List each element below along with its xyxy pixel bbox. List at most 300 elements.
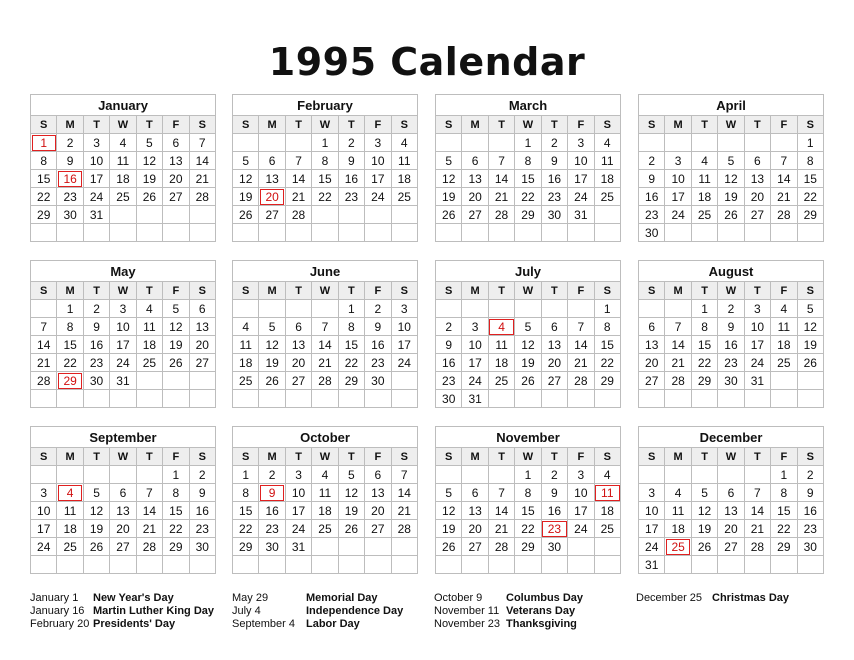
day-cell: 3 xyxy=(391,300,417,318)
day-cell: 17 xyxy=(83,170,109,188)
empty-day-cell xyxy=(744,224,770,242)
weekday-header: M xyxy=(259,282,285,300)
day-cell: 16 xyxy=(338,170,364,188)
holiday-date: January 1 xyxy=(30,592,79,604)
day-cell: 22 xyxy=(233,520,259,538)
day-cell: 24 xyxy=(83,188,109,206)
day-cell: 18 xyxy=(691,188,717,206)
day-cell: 24 xyxy=(110,354,136,372)
weekday-header: T xyxy=(488,116,514,134)
day-cell: 30 xyxy=(259,538,285,556)
day-cell: 19 xyxy=(797,336,823,354)
month-september xyxy=(30,426,216,574)
empty-day-cell xyxy=(718,390,744,408)
holiday-date: February 20 xyxy=(30,618,90,630)
day-cell: 16 xyxy=(639,188,665,206)
day-cell: 26 xyxy=(259,372,285,390)
empty-day-cell xyxy=(312,390,338,408)
day-cell: 2 xyxy=(365,300,391,318)
week-row xyxy=(233,152,418,170)
empty-day-cell xyxy=(462,300,488,318)
day-cell: 7 xyxy=(391,466,417,484)
empty-day-cell xyxy=(136,224,162,242)
holiday-name: Labor Day xyxy=(306,618,360,630)
day-cell: 3 xyxy=(110,300,136,318)
holiday-entry xyxy=(434,605,576,618)
weekday-header: T xyxy=(83,116,109,134)
weekday-header: T xyxy=(488,448,514,466)
day-cell: 19 xyxy=(136,170,162,188)
week-row xyxy=(233,170,418,188)
day-cell: 6 xyxy=(285,318,311,336)
day-cell: 15 xyxy=(163,502,189,520)
day-cell: 15 xyxy=(515,170,541,188)
day-cell: 31 xyxy=(462,390,488,408)
weekday-header: M xyxy=(259,448,285,466)
empty-day-cell xyxy=(57,390,83,408)
empty-day-cell xyxy=(594,538,620,556)
day-cell: 6 xyxy=(462,152,488,170)
day-cell: 28 xyxy=(744,538,770,556)
day-cell: 20 xyxy=(189,336,215,354)
weekday-header: S xyxy=(391,282,417,300)
month-october xyxy=(232,426,418,574)
empty-day-cell xyxy=(488,556,514,574)
empty-day-cell xyxy=(312,556,338,574)
weekday-header: S xyxy=(639,448,665,466)
month-day-grid xyxy=(232,115,418,242)
empty-day-cell xyxy=(338,556,364,574)
month-july xyxy=(435,260,621,408)
day-cell: 21 xyxy=(744,520,770,538)
holiday-day-cell: 25 xyxy=(665,538,691,556)
empty-day-cell xyxy=(515,300,541,318)
day-cell: 28 xyxy=(665,372,691,390)
empty-day-cell xyxy=(391,224,417,242)
day-cell: 29 xyxy=(515,206,541,224)
day-cell: 30 xyxy=(541,538,567,556)
day-cell: 3 xyxy=(31,484,57,502)
empty-day-cell xyxy=(541,556,567,574)
day-cell: 29 xyxy=(771,538,797,556)
empty-day-cell xyxy=(312,300,338,318)
day-cell: 12 xyxy=(691,502,717,520)
empty-day-cell xyxy=(83,390,109,408)
holiday-name: Memorial Day xyxy=(306,592,378,604)
weekday-header: F xyxy=(365,448,391,466)
empty-day-cell xyxy=(83,224,109,242)
weekday-header: F xyxy=(568,116,594,134)
day-cell: 27 xyxy=(718,538,744,556)
day-cell: 21 xyxy=(136,520,162,538)
day-cell: 10 xyxy=(31,502,57,520)
week-row xyxy=(639,520,824,538)
empty-day-cell xyxy=(665,390,691,408)
day-cell: 10 xyxy=(665,170,691,188)
week-row xyxy=(436,390,621,408)
empty-day-cell xyxy=(515,224,541,242)
day-cell: 16 xyxy=(259,502,285,520)
weekday-header: T xyxy=(338,282,364,300)
day-cell: 13 xyxy=(462,502,488,520)
month-name: June xyxy=(232,260,418,281)
day-cell: 2 xyxy=(259,466,285,484)
holiday-name: Veterans Day xyxy=(506,605,576,617)
day-cell: 6 xyxy=(110,484,136,502)
day-cell: 29 xyxy=(797,206,823,224)
weekday-header: M xyxy=(462,116,488,134)
weekday-header: T xyxy=(744,116,770,134)
week-row xyxy=(233,372,418,390)
day-cell: 11 xyxy=(771,318,797,336)
day-cell: 7 xyxy=(568,318,594,336)
month-day-grid xyxy=(232,281,418,408)
day-cell: 11 xyxy=(488,336,514,354)
day-cell: 1 xyxy=(515,466,541,484)
empty-day-cell xyxy=(665,466,691,484)
day-cell: 11 xyxy=(665,502,691,520)
day-cell: 17 xyxy=(568,502,594,520)
week-row xyxy=(31,300,216,318)
day-cell: 5 xyxy=(797,300,823,318)
empty-day-cell xyxy=(391,556,417,574)
day-cell: 19 xyxy=(83,520,109,538)
weekday-header: T xyxy=(136,448,162,466)
day-cell: 25 xyxy=(391,188,417,206)
day-cell: 17 xyxy=(462,354,488,372)
day-cell: 26 xyxy=(718,206,744,224)
weekday-header: S xyxy=(639,116,665,134)
day-cell: 4 xyxy=(594,134,620,152)
week-row xyxy=(436,354,621,372)
weekday-header: T xyxy=(488,282,514,300)
empty-day-cell xyxy=(189,556,215,574)
day-cell: 14 xyxy=(285,170,311,188)
day-cell: 17 xyxy=(285,502,311,520)
weekday-header: W xyxy=(312,116,338,134)
day-cell: 1 xyxy=(57,300,83,318)
empty-day-cell xyxy=(541,300,567,318)
day-cell: 27 xyxy=(744,206,770,224)
empty-day-cell xyxy=(744,390,770,408)
day-cell: 3 xyxy=(665,152,691,170)
weekday-header: W xyxy=(312,448,338,466)
week-row xyxy=(639,538,824,556)
empty-day-cell xyxy=(594,390,620,408)
empty-day-cell xyxy=(31,300,57,318)
day-cell: 10 xyxy=(365,152,391,170)
day-cell: 14 xyxy=(771,170,797,188)
empty-day-cell xyxy=(338,206,364,224)
day-cell: 16 xyxy=(189,502,215,520)
day-cell: 28 xyxy=(568,372,594,390)
weekday-header: T xyxy=(691,282,717,300)
day-cell: 26 xyxy=(436,538,462,556)
weekday-header: T xyxy=(136,282,162,300)
month-november xyxy=(435,426,621,574)
day-cell: 6 xyxy=(365,466,391,484)
day-cell: 27 xyxy=(541,372,567,390)
day-cell: 9 xyxy=(57,152,83,170)
day-cell: 22 xyxy=(515,520,541,538)
day-cell: 5 xyxy=(436,152,462,170)
holiday-name: Presidents' Day xyxy=(93,618,176,630)
day-cell: 21 xyxy=(285,188,311,206)
day-cell: 22 xyxy=(163,520,189,538)
empty-day-cell xyxy=(436,134,462,152)
day-cell: 1 xyxy=(233,466,259,484)
empty-day-cell xyxy=(515,390,541,408)
week-row xyxy=(233,484,418,502)
day-cell: 14 xyxy=(488,502,514,520)
page-title: 1995 Calendar xyxy=(268,40,586,84)
day-cell: 29 xyxy=(163,538,189,556)
day-cell: 27 xyxy=(462,206,488,224)
day-cell: 4 xyxy=(233,318,259,336)
day-cell: 14 xyxy=(31,336,57,354)
month-april xyxy=(638,94,824,242)
weekday-header: T xyxy=(285,282,311,300)
day-cell: 16 xyxy=(436,354,462,372)
day-cell: 7 xyxy=(285,152,311,170)
empty-day-cell xyxy=(665,134,691,152)
day-cell: 14 xyxy=(665,336,691,354)
weekday-header: W xyxy=(718,116,744,134)
day-cell: 18 xyxy=(391,170,417,188)
day-cell: 25 xyxy=(691,206,717,224)
month-december xyxy=(638,426,824,574)
day-cell: 20 xyxy=(639,354,665,372)
day-cell: 3 xyxy=(568,134,594,152)
day-cell: 5 xyxy=(163,300,189,318)
day-cell: 5 xyxy=(233,152,259,170)
day-cell: 27 xyxy=(365,520,391,538)
empty-day-cell xyxy=(136,390,162,408)
day-cell: 27 xyxy=(110,538,136,556)
day-cell: 20 xyxy=(163,170,189,188)
weekday-header: W xyxy=(515,448,541,466)
week-row xyxy=(436,170,621,188)
day-cell: 9 xyxy=(639,170,665,188)
day-cell: 8 xyxy=(31,152,57,170)
day-cell: 28 xyxy=(285,206,311,224)
day-cell: 26 xyxy=(233,206,259,224)
week-row xyxy=(31,134,216,152)
empty-day-cell xyxy=(312,224,338,242)
holiday-entry xyxy=(434,592,584,605)
weekday-header: S xyxy=(233,116,259,134)
day-cell: 20 xyxy=(541,354,567,372)
weekday-header: F xyxy=(568,448,594,466)
day-cell: 15 xyxy=(338,336,364,354)
day-cell: 23 xyxy=(541,188,567,206)
day-cell: 31 xyxy=(285,538,311,556)
day-cell: 19 xyxy=(515,354,541,372)
day-cell: 25 xyxy=(233,372,259,390)
day-cell: 5 xyxy=(136,134,162,152)
day-cell: 12 xyxy=(436,170,462,188)
day-cell: 19 xyxy=(233,188,259,206)
day-cell: 19 xyxy=(718,188,744,206)
day-cell: 21 xyxy=(568,354,594,372)
week-row xyxy=(31,372,216,390)
holiday-day-cell: 16 xyxy=(57,170,83,188)
day-cell: 4 xyxy=(691,152,717,170)
weekday-header: F xyxy=(163,448,189,466)
holiday-day-cell: 4 xyxy=(57,484,83,502)
week-row xyxy=(436,520,621,538)
empty-day-cell xyxy=(233,134,259,152)
week-row xyxy=(31,354,216,372)
day-cell: 13 xyxy=(744,170,770,188)
empty-day-cell xyxy=(365,390,391,408)
day-cell: 14 xyxy=(189,152,215,170)
week-row xyxy=(233,354,418,372)
weekday-header: S xyxy=(639,282,665,300)
day-cell: 13 xyxy=(110,502,136,520)
empty-day-cell xyxy=(665,556,691,574)
weekday-header: S xyxy=(391,448,417,466)
day-cell: 17 xyxy=(639,520,665,538)
day-cell: 20 xyxy=(285,354,311,372)
day-cell: 12 xyxy=(259,336,285,354)
day-cell: 10 xyxy=(391,318,417,336)
holiday-name: Martin Luther King Day xyxy=(93,605,215,617)
day-cell: 19 xyxy=(691,520,717,538)
holiday-date: November 23 xyxy=(434,618,501,630)
empty-day-cell xyxy=(771,224,797,242)
day-cell: 26 xyxy=(163,354,189,372)
weekday-header: T xyxy=(83,448,109,466)
day-cell: 18 xyxy=(488,354,514,372)
empty-day-cell xyxy=(594,556,620,574)
day-cell: 1 xyxy=(691,300,717,318)
empty-day-cell xyxy=(110,556,136,574)
holiday-entry xyxy=(232,592,378,605)
day-cell: 21 xyxy=(488,520,514,538)
day-cell: 27 xyxy=(163,188,189,206)
day-cell: 6 xyxy=(744,152,770,170)
holiday-entry xyxy=(434,618,577,631)
day-cell: 27 xyxy=(285,372,311,390)
week-row xyxy=(639,170,824,188)
day-cell: 28 xyxy=(31,372,57,390)
empty-day-cell xyxy=(163,224,189,242)
day-cell: 24 xyxy=(391,354,417,372)
empty-day-cell xyxy=(568,390,594,408)
day-cell: 10 xyxy=(83,152,109,170)
week-row xyxy=(31,188,216,206)
day-cell: 8 xyxy=(594,318,620,336)
week-row xyxy=(31,520,216,538)
month-name: September xyxy=(30,426,216,447)
day-cell: 10 xyxy=(744,318,770,336)
day-cell: 28 xyxy=(312,372,338,390)
day-cell: 5 xyxy=(718,152,744,170)
empty-day-cell xyxy=(797,556,823,574)
day-cell: 26 xyxy=(691,538,717,556)
day-cell: 9 xyxy=(338,152,364,170)
empty-day-cell xyxy=(718,134,744,152)
day-cell: 17 xyxy=(665,188,691,206)
week-row xyxy=(31,336,216,354)
day-cell: 11 xyxy=(391,152,417,170)
day-cell: 4 xyxy=(136,300,162,318)
day-cell: 23 xyxy=(83,354,109,372)
week-row xyxy=(436,318,621,336)
day-cell: 24 xyxy=(639,538,665,556)
empty-day-cell xyxy=(189,372,215,390)
week-row xyxy=(31,318,216,336)
weekday-header: M xyxy=(665,116,691,134)
day-cell: 25 xyxy=(312,520,338,538)
weekday-header: T xyxy=(744,448,770,466)
day-cell: 2 xyxy=(83,300,109,318)
day-cell: 22 xyxy=(312,188,338,206)
holiday-name: Thanksgiving xyxy=(506,618,577,630)
day-cell: 9 xyxy=(83,318,109,336)
holiday-day-cell: 23 xyxy=(541,520,567,538)
weekday-header: S xyxy=(594,116,620,134)
weekday-header: S xyxy=(189,282,215,300)
empty-day-cell xyxy=(568,538,594,556)
weekday-header: M xyxy=(665,282,691,300)
week-row xyxy=(639,466,824,484)
week-row xyxy=(233,336,418,354)
empty-day-cell xyxy=(744,556,770,574)
day-cell: 20 xyxy=(462,188,488,206)
day-cell: 23 xyxy=(259,520,285,538)
day-cell: 30 xyxy=(57,206,83,224)
day-cell: 6 xyxy=(541,318,567,336)
day-cell: 2 xyxy=(541,466,567,484)
day-cell: 21 xyxy=(488,188,514,206)
holiday-date: January 16 xyxy=(30,605,85,617)
day-cell: 2 xyxy=(189,466,215,484)
day-cell: 9 xyxy=(436,336,462,354)
week-row xyxy=(31,502,216,520)
day-cell: 23 xyxy=(797,520,823,538)
day-cell: 2 xyxy=(57,134,83,152)
empty-day-cell xyxy=(568,224,594,242)
day-cell: 11 xyxy=(110,152,136,170)
day-cell: 20 xyxy=(744,188,770,206)
week-row xyxy=(639,336,824,354)
day-cell: 4 xyxy=(391,134,417,152)
holiday-entry xyxy=(232,605,404,618)
week-row xyxy=(436,152,621,170)
day-cell: 7 xyxy=(488,484,514,502)
holiday-day-cell: 29 xyxy=(57,372,83,390)
empty-day-cell xyxy=(639,300,665,318)
week-row xyxy=(436,484,621,502)
empty-day-cell xyxy=(718,556,744,574)
holiday-date: May 29 xyxy=(232,592,269,604)
day-cell: 5 xyxy=(691,484,717,502)
day-cell: 28 xyxy=(771,206,797,224)
weekday-header: M xyxy=(665,448,691,466)
empty-day-cell xyxy=(31,224,57,242)
empty-day-cell xyxy=(488,300,514,318)
month-day-grid xyxy=(30,447,216,574)
month-day-grid xyxy=(435,115,621,242)
day-cell: 1 xyxy=(771,466,797,484)
day-cell: 18 xyxy=(136,336,162,354)
month-name: November xyxy=(435,426,621,447)
weekday-header: F xyxy=(365,282,391,300)
weekday-header: S xyxy=(436,282,462,300)
day-cell: 28 xyxy=(136,538,162,556)
